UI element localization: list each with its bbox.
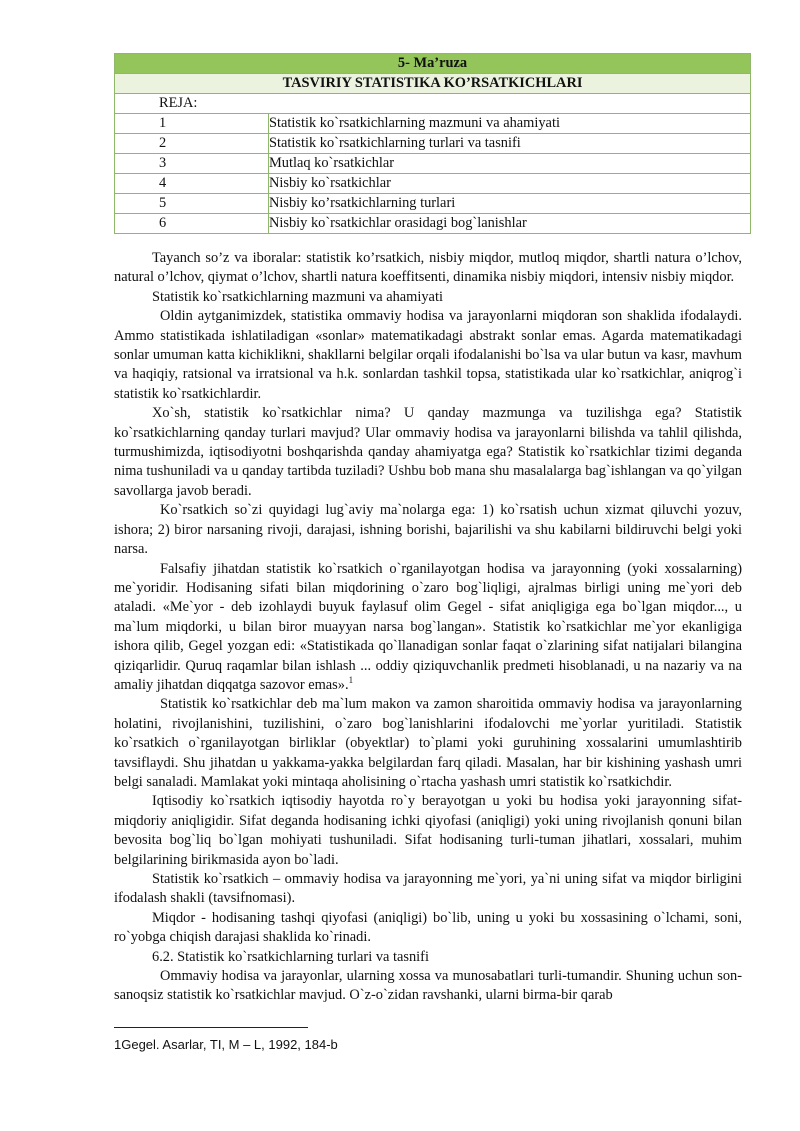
plan-item-text: Statistik ko`rsatkichlarning mazmuni va ahamiyati [269, 114, 751, 134]
body-paragraph: Xo`sh, statistik ko`rsatkichlar nima? U qanday mazmunga va tuzilishga ega? Statistik ko`rsatkichlarning qanday turlari mavjud? Ular ommaviy hodisa va jarayonlarni bilishda va tahlil qilishda, turmushimizda, iqtisodiyotni boshqarishda qanday ahamiyatga ega? Statistik ko`rsatkichlar tizimi deganda nima tushuniladi va u qanday tartibda tuziladi? Ushbu bob mana shu masalalarga bag`ishlangan va qo`yilgan savollarga javob beradi. [114, 405, 742, 499]
plan-item-number: 6 [115, 214, 269, 234]
footnote: 1Gegel. Asarlar, TI, M – L, 1992, 184-b [114, 1037, 338, 1052]
plan-label: REJA: [115, 94, 751, 114]
section-heading: 6.2. Statistik ko`rsatkichlarning turlari va tasnifi [152, 948, 429, 965]
body-paragraph: Iqtisodiy ko`rsatkich iqtisodiy hayotda ro`y berayotgan u yoki bu hodisa yoki jarayonning sifat-miqdoriy aniqligidir. Sifat deganda hodisaning ichki qiyofasi (aniqligi) yoki uning rivojlanish qonuni bilan bevosita bog`liq bo`lgan mohiyati tushuniladi. Sifat hodisaning turli-tuman jihatlari, xossalari, muhim belgilarining birikmasida ayon bo`ladi. [114, 793, 742, 868]
plan-item-number: 1 [115, 114, 269, 134]
body-paragraph: Miqdor - hodisaning tashqi qiyofasi (aniqligi) bo`lib, uning u yoki bu xossasining o`lchami, soni, ro`yobga chiqish darajasi shaklida ko`rinadi. [114, 909, 742, 946]
table-row [115, 154, 751, 174]
table-row [115, 114, 751, 134]
body-paragraph: Ommaviy hodisa va jarayonlar, ularning xossa va munosabatlari turli-tumandir. Shuning uchun son-sanoqsiz statistik ko`rsatkichlar mavjud. O`z-o`zidan ravshanki, ularni birma-bir qarab [114, 968, 742, 1004]
lecture-number: 5- Ma’ruza [115, 54, 751, 74]
table-row [115, 134, 751, 154]
body-text [114, 249, 742, 1006]
body-paragraph: Statistik ko`rsatkich – ommaviy hodisa va jarayonning me`yori, ya`ni uning sifat va miqdor birligini ifodalash shakli (tavsifnomasi). [114, 871, 742, 907]
plan-item-number: 2 [115, 134, 269, 154]
body-paragraph: Ko`rsatkich so`zi quyidagi lug`aviy ma`nolarga ega: 1) ko`rsatish uchun xizmat qiluvchi yozuv, ishora; 2) biror narsaning rivoji, darajasi, ishning borishi, bajarilishi va shu kabilarni bildiruvchi belgi yoki narsa. [114, 502, 742, 558]
plan-item-text: Nisbiy ko`rsatkichlar orasidagi bog`lanishlar [269, 214, 751, 234]
plan-item-text: Statistik ko`rsatkichlarning turlari va tasnifi [269, 134, 751, 154]
table-row [115, 174, 751, 194]
plan-item-number: 4 [115, 174, 269, 194]
table-row [115, 94, 751, 114]
plan-item-text: Mutlaq ko`rsatkichlar [269, 154, 751, 174]
plan-item-text: Nisbiy ko`rsatkichlar [269, 174, 751, 194]
table-row [115, 214, 751, 234]
body-paragraph: Statistik ko`rsatkichlar deb ma`lum makon va zamon sharoitida ommaviy hodisa va jarayonlarning holatini, rivojlanishini, tuzilishini, o`zaro bog`lanishlarini ifodalovchi me`yorlar yuritiladi. Statistik ko`rsatkich o`rganilayotgan birliklar (obyektlar) to`plami yoki guruhining xossalarini umumlashtirib tavsiflaydi. Shu jihatdan u yakkama-yakka belgilardan farq qiladi. Masalan, har bir kishining yashash umri belgi sanaladi. Mamlakat yoki mintaqa aholisining o`rtacha yashash umri statistik ko`rsatkichdir. [114, 696, 742, 790]
lecture-title: TASVIRIY STATISTIKA KO’RSATKICHLARI [115, 74, 751, 94]
table-row [115, 54, 751, 74]
section-heading: Statistik ko`rsatkichlarning mazmuni va ahamiyati [152, 288, 443, 305]
plan-item-number: 5 [115, 194, 269, 214]
keywords-paragraph: Tayanch so’z va iboralar: statistik ko’rsatkich, nisbiy miqdor, mutloq miqdor, shartli natura o’lchov, natural o’lchov, qiymat o’lchov, shartli natura koeffitsenti, dinamika nisbiy miqdori, intensiv nisbiy miqdor. [114, 250, 742, 286]
table-row [115, 74, 751, 94]
table-row [115, 194, 751, 214]
footnote-reference[interactable]: 1 [348, 675, 354, 686]
body-paragraph [114, 560, 742, 696]
plan-item-number: 3 [115, 154, 269, 174]
quote-text: Falsafiy jihatdan statistik ko`rsatkich o`rganilayotgan hodisa va jarayonning (yoki xossalarning) me`yoridir. Hodisaning sifati bilan miqdorining o`zaro bog`liqligi, ajralmas birligi uning me`yori deb ataladi. «Me`yor - deb izohlaydi buyuk faylasuf olim Gegel - sifat aniqligiga ega bo`lgan miqdor..., u ma`lum miqdorki, u bilan biror muayyan narsa bog`langan». Statistik ko`rsatkichlar me`yor ekanligiga ishora qilib, Gegel yozgan edi: «Statistikada qo`llanadigan sonlar faqat o`zlarining sifat natijalari bilangina qiziqarlidir. Quruq raqamlar bilan ishlash ... oddiy qiziquvchanlik predmeti hisoblanadi, u na nazariy va na amaliy jihatdan diqqatga sazovor emas». [114, 560, 742, 693]
plan-item-text: Nisbiy ko’rsatkichlarning turlari [269, 194, 751, 214]
lecture-plan-table [114, 53, 751, 234]
body-paragraph: Oldin aytganimizdek, statistika ommaviy hodisa va jarayonlarni miqdoran son shaklida ifodalaydi. Ammo statistikada ishlatiladigan «sonlar» matematikadagi abstrakt sonlar emas. Agarda matematikadagi sonlar umuman katta kichiklikni, shakllarni belgilar orqali ifodalanishi bo`lsa va ular butun va kasr, mavhum va haqiqiy, ratsional va irratsional va h.k. sonlardan tashkil topsa, statistikada ular ko`rsatkichlar, aniqrog`i statistik ko`rsatkichlardir. [114, 308, 742, 402]
footnote-separator [114, 1027, 308, 1028]
